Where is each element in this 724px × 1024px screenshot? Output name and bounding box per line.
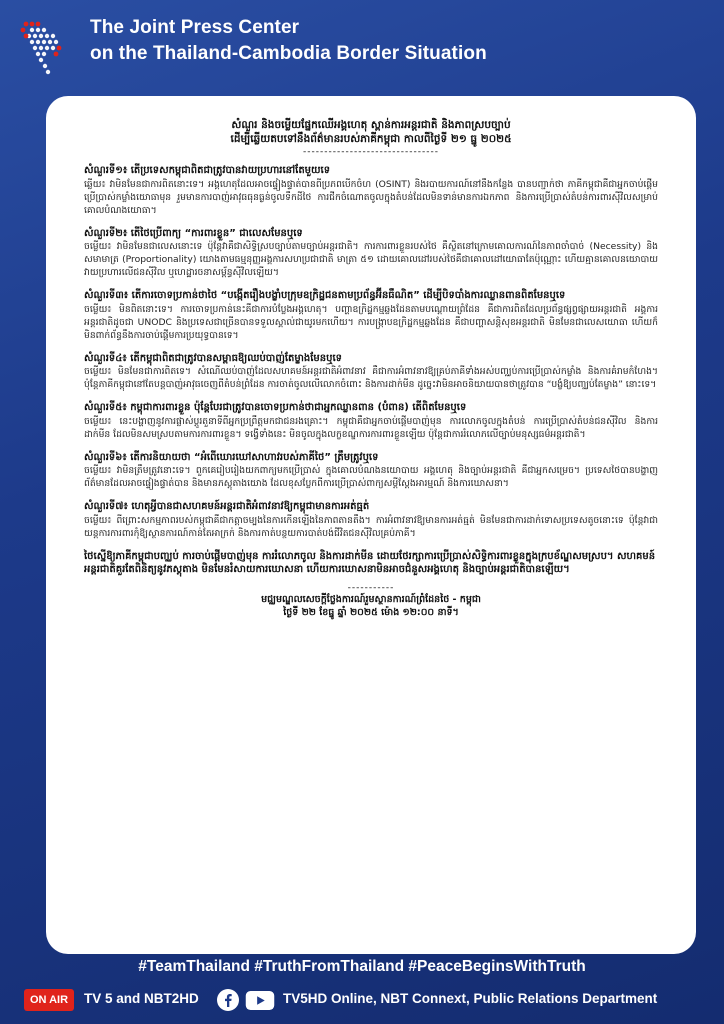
thailand-map-logo-icon xyxy=(14,10,74,90)
on-air-badge: ON AIR xyxy=(24,989,74,1011)
header xyxy=(0,0,724,90)
qa-item-2 xyxy=(84,227,658,280)
header-title-line-1: The Joint Press Center xyxy=(90,17,300,38)
qa-item-4 xyxy=(84,352,658,392)
answer-3: ចម្លើយ៖ មិនពិតនោះទេ។ ការចោទប្រកាន់នេះគឺជាការបំប្លែងអង្គហេតុ។ បញ្ហាឧក្រិដ្ឋកម្មឆ្លងដែនតាមបណ្តោយព្រំដែន គឺជាការពិតដែលប្រព័ន្ធផ្សព្វផ្សាយអន្តរជាតិ អង្គការអន្តរជាតិដូចជា UNODC និងប្រទេសជាច្រើនបានទទួលស្គាល់ជាយូរមកហើយ។ ការបង្ក្រាបឧក្រិដ្ឋកម្មឆ្លងដែន គឺជាបញ្ហាសន្តិសុខអន្តរជាតិ មិនមែនជាលេសយោធា ហើយក៏មិនពាក់ព័ន្ធនឹងការចាប់ផ្តើមការប្រយុទ្ធបានទេ។ xyxy=(84,303,658,341)
tv-channels: TV 5 and NBT2HD xyxy=(84,991,199,1006)
question-1: សំណួរទី១៖ តើប្រទេសកម្ពុជាពិតជាត្រូវបានវាយប្រហារនៅតែមួយទេ xyxy=(84,165,331,176)
answer-5: ចម្លើយ៖ នេះបង្ហាញនូវការផ្លាស់ប្តូរតួនាទីពីអ្នកប្រព្រឹត្តមកជាជនរងគ្រោះ។ កម្ពុជាគឺជាអ្នកចាប់ផ្តើមបាញ់មុន ការលោភចូលក្នុងតំបន់ ការប្រើប្រាស់តំបន់ជនស៊ីវិល និងការដាក់មីន ដែលមិនសមស្របតាមការការពារខ្លួន។ ទង្វើទាំងនេះ មិនចូលក្នុងលក្ខខណ្ឌការការពារខ្លួនឡើយ ប៉ុន្តែជាការរំលោភលើច្បាប់មនុស្សធម៌អន្តរជាតិ។ xyxy=(84,415,658,440)
closing-statement: ថៃស្នើឱ្យភាគីកម្ពុជាបញ្ឈប់ ការចាប់ផ្តើមបាញ់មុន ការរំលោភចូល និងការដាក់មីន ដោយថែរក្សាការប្រើប្រាស់សិទ្ធិការពារខ្លួនក្នុងក្របខ័ណ្ឌសមស្រប។ សហគមន៍អន្តរជាតិគួរតែពិនិត្យនូវភស្តុតាង មិនមែនរំសាយការឃោសនា ហើយការឃោសនាមិនអាចជំនួសអង្គហេតុ និងច្បាប់អន្តរជាតិបានឡើយ។ xyxy=(84,550,656,575)
signature-separator: ----------- xyxy=(347,582,395,593)
document-title-line-2: ដើម្បីឆ្លើយតបទៅនឹងព័ត៌មានរបស់ភាគីកម្ពុជា កាលពីថ្ងៃទី ២១ ធ្នូ ២០២៥ xyxy=(230,133,512,145)
statement-card xyxy=(46,96,696,954)
question-3: សំណួរទី៣៖ តើការចោទប្រកាន់ថាថៃ “បង្កើតរឿងបង្ខាំបក្រុមឧក្រិដ្ឋជនតាមប្រព័ន្ធអ៊ីនធឺណិត” ដើម្បីបិទបាំងការឈ្លានពានពិតមែនឬទេ xyxy=(84,290,566,301)
qa-item-3 xyxy=(84,289,658,342)
title-separator: -------------------------------- xyxy=(303,147,439,157)
footer xyxy=(0,986,724,1016)
answer-2: ចម្លើយ៖ វាមិនមែនជាលេសនោះទេ ប៉ុន្តែវាគឺជាសិទ្ធិស្របច្បាប់តាមច្បាប់អន្តរជាតិ។ ការការពារខ្លួនរបស់ថៃ គឺស្ថិតនៅក្រោមគោលការណ៍នៃភាពចាំបាច់ (Necessity) និងសមាមាត្រ (Proportionality) យោងតាមធម្មនុញ្ញអង្គការសហប្រជាជាតិ មាត្រា ៥១ ដោយគោលដៅរបស់ថៃគឺជាគោលដៅយោធាតែប៉ុណ្ណោះ ហើយគ្មានគោលនយោបាយវាយប្រហារលើជនស៊ីវិល ឬហេដ្ឋារចនាសម្ព័ន្ធស៊ីវិលឡើយ។ xyxy=(84,241,658,278)
question-7: សំណួរទី៧៖ ហេតុអ្វីបានជាសហគមន៍អន្តរជាតិអំពាវនាវឱ្យកម្ពុជាមានការអត់ធ្មត់ xyxy=(84,501,370,512)
question-2: សំណួរទី២៖ តើថៃប្រើពាក្យ “ការពារខ្លួន” ជាលេសមែនឬទេ xyxy=(84,227,303,239)
question-5: សំណួរទី៥៖ កម្ពុជាការពារខ្លួន ប៉ុន្តែបែរជាត្រូវបានចោទប្រកាន់ថាជាអ្នកឈ្លានពាន (បំពាន) តើពិតមែនឬទេ xyxy=(84,402,467,413)
signature-line-2: ថ្ងៃទី ២២ ខែធ្នូ ឆ្នាំ ២០២៥ ម៉ោង ១២:០០ នាទី។ xyxy=(283,606,459,618)
facebook-icon[interactable] xyxy=(217,989,239,1011)
online-channels: TV5HD Online, NBT Connext, Public Relations Department xyxy=(283,991,658,1006)
qa-item-6 xyxy=(84,451,658,491)
question-4: សំណួរទី៤៖ តើកម្ពុជាពិតជាត្រូវបានសម្ពាធឱ្យឈប់បាញ់តែម្ខាងមែនឬទេ xyxy=(84,352,342,364)
qa-item-1 xyxy=(84,164,658,217)
youtube-icon[interactable] xyxy=(245,991,275,1010)
answer-1: ឆ្លើយ៖ វាមិនមែនជាការពិតនោះទេ។ អង្គហេតុដែលអាចផ្ទៀងផ្ទាត់បានពីប្រភពបើកចំហ (OSINT) និងរបាយការណ៍នៅនឹងកន្លែង បានបញ្ជាក់ថា ភាគីកម្ពុជាគឺជាអ្នកចាប់ផ្តើមប្រើប្រាស់កម្លាំងយោធាមុន រួមមានការបាញ់អាវុធធុនធ្ងន់ចូលទឹកដីថៃ ការជីកចំណោតចូលក្នុងតំបន់ដែលមិនទាន់មានការឯកភាព និងការប្រើប្រាស់តំបន់ការពារស៊ីវិលសម្រាប់គោលបំណងយោធា។ xyxy=(84,178,658,216)
qa-item-5 xyxy=(84,401,658,441)
answer-7: ចម្លើយ៖ ពីព្រោះសកម្មភាពរបស់កម្ពុជាគឺជាកត្តាចម្បងនៃការកើនឡើងនៃភាពតានតឹង។ ការអំពាវនាវឱ្យមានការអត់ធ្មត់ មិនមែនជាការដាក់ទោសប្រទេសតូចនោះទេ ប៉ុន្តែវាជាយន្តការការពារកុំឱ្យស្ថានការណ៍កាន់តែអាក្រក់ និងការកាត់បន្ថយការបាត់បង់ជីវិតជនស៊ីវិលគ្រប់ភាគី។ xyxy=(84,514,658,539)
document-title-line-1: សំណួរ និងចម្លើយផ្នែកឈើអង្គហេតុ ស្ពាន់ការអន្តរជាតិ និងភាពស្របច្បាប់ xyxy=(231,119,511,131)
header-title-line-2: on the Thailand-Cambodia Border Situation xyxy=(90,43,487,64)
question-6: សំណួរទី៦៖ តើការនិយាយថា “អំពើឃោរឃៅសាហាវរបស់ភាគីថៃ” ត្រឹមត្រូវឬទេ xyxy=(84,451,379,463)
answer-4: ចម្លើយ៖ មិនមែនជាការពិតទេ។ សំណើឈប់បាញ់ដែលសហគមន៍អន្តរជាតិអំពាវនាវ គឺជាការអំពាវនាវឱ្យគ្រប់ភាគីទាំងអស់បញ្ឈប់ការប្រើប្រាស់កម្លាំង និងការគំរាមកំហែង។ ប៉ុន្តែភាគីកម្ពុជានៅតែបន្តបាញ់អាវុធចេញពីតំបន់ព្រំដែន ការចាត់ចូលលើលោកចំពោះ និងការដាក់មីន ដូច្នេះវាមិនអាចនិយាយបានថាត្រូវបាន “បង្ខំឱ្យបញ្ឈប់តែម្ខាង” នោះទេ។ xyxy=(84,366,658,390)
answer-6: ចម្លើយ៖ វាមិនត្រឹមត្រូវនោះទេ។ ពួកគេរៀបរៀងយកពាក្យមកប្រើប្រាស់ ក្នុងគោលបំណងនយោបាយ អង្គហេតុ និងច្បាប់អន្តរជាតិ គឺជាអ្នកសម្រេច។ ប្រទេសថៃបានបង្ហាញព័ត៌មានដែលអាចផ្ទៀងផ្ទាត់បាន និងមានភស្តុតាងយោង ដែលខុសប្លែកពីការប្រើប្រាស់ពាក្យសម្តីស្តែងអារម្មណ៍ និងការឃោសនា។ xyxy=(84,465,658,489)
hashtags: #TeamThailand #TruthFromThailand #PeaceBeginsWithTruth xyxy=(138,958,586,975)
qa-item-7 xyxy=(84,500,658,540)
signature-line-1: មជ្ឈមណ្ឌលសេចក្តីថ្លែងការណ៍រួមស្ថានការណ៍ព្រំដែនថៃ - កម្ពុជា xyxy=(261,593,481,605)
